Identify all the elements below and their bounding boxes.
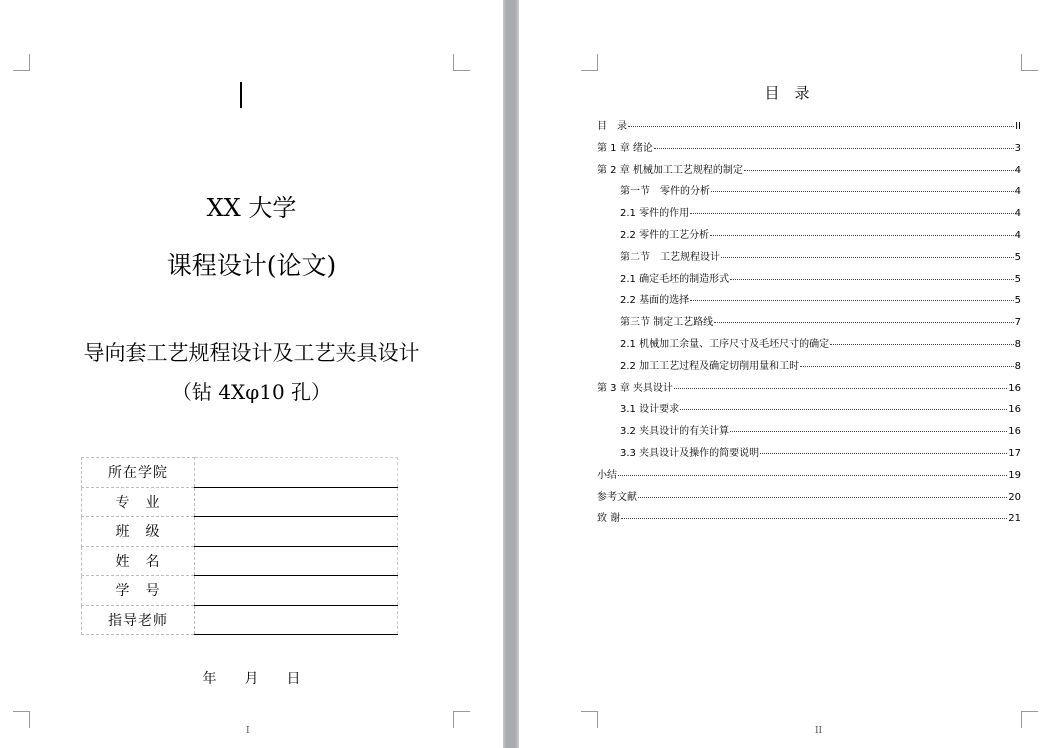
toc-page <box>519 0 1055 748</box>
thesis-title: 导向套工艺规程设计及工艺夹具设计 <box>83 341 420 365</box>
toc-entry[interactable] <box>597 313 1021 335</box>
toc-entry[interactable] <box>597 204 1021 226</box>
university-name: XX 大学 <box>206 194 297 222</box>
toc-entry-text: 第一节 零件的分析 <box>620 186 710 198</box>
toc-page-number: 21 <box>1008 513 1021 525</box>
toc-entry-text: 小结 <box>597 469 617 481</box>
toc-page-number: 17 <box>1008 447 1021 459</box>
info-label: 姓 名 <box>82 546 195 576</box>
student-info-table <box>81 457 398 635</box>
toc-dot-leader <box>654 148 1014 149</box>
toc-entry[interactable] <box>597 400 1021 422</box>
date-year: 年 <box>202 671 217 687</box>
crop-mark-bottom-right <box>1021 711 1038 728</box>
toc-dot-leader <box>760 453 1007 454</box>
toc-entry[interactable] <box>597 270 1021 292</box>
toc-dot-leader <box>714 322 1013 323</box>
crop-mark-bottom-right <box>453 711 470 728</box>
toc-page-number: 16 <box>1008 382 1021 394</box>
toc-page-number: 16 <box>1008 426 1021 438</box>
crop-mark-top-left <box>581 54 598 71</box>
toc-entry[interactable] <box>597 422 1021 444</box>
toc-page-number: 8 <box>1014 360 1021 372</box>
info-row-college <box>82 458 398 488</box>
toc-entry[interactable] <box>597 488 1021 510</box>
toc-entry-text: 3.2 夹具设计的有关计算 <box>620 426 730 438</box>
toc-page-number: 3 <box>1014 142 1021 154</box>
toc-dot-leader <box>830 344 1014 345</box>
crop-mark-top-right <box>1021 54 1038 71</box>
info-label: 班 级 <box>82 517 195 547</box>
toc-entry[interactable] <box>597 139 1021 161</box>
toc-dot-leader <box>674 388 1007 389</box>
toc-entry-text: 2.2 基面的选择 <box>620 295 690 307</box>
toc-dot-leader <box>618 475 1007 476</box>
toc-entry-text: 第 2 章 机械加工工艺规程的制定 <box>597 164 743 176</box>
toc-entry[interactable] <box>597 444 1021 466</box>
crop-mark-bottom-left <box>13 711 30 728</box>
toc-entry-text: 2.1 确定毛坯的制造形式 <box>620 273 730 285</box>
toc-page-number: 19 <box>1008 469 1021 481</box>
info-row-class <box>82 517 398 547</box>
toc-entry-text: 第二节 工艺规程设计 <box>620 251 720 263</box>
toc-dot-leader <box>721 257 1014 258</box>
toc-entry[interactable] <box>597 379 1021 401</box>
toc-entry[interactable] <box>597 248 1021 270</box>
toc-entry-text: 2.1 机械加工余量、工序尺寸及毛坯尺寸的确定 <box>620 338 830 350</box>
info-row-student-id <box>82 576 398 606</box>
toc-dot-leader <box>680 409 1007 410</box>
toc-page-number: 5 <box>1014 251 1021 263</box>
toc-entry-text: 2.1 零件的作用 <box>620 208 690 220</box>
toc-entry[interactable] <box>597 182 1021 204</box>
page-number: II <box>815 726 823 736</box>
date-month: 月 <box>244 671 259 687</box>
toc-dot-leader <box>690 213 1014 214</box>
page-number: I <box>246 726 250 736</box>
toc-dot-leader <box>800 366 1014 367</box>
info-label: 学 号 <box>82 576 195 606</box>
info-label: 指导老师 <box>82 605 195 635</box>
toc-page-number: 4 <box>1014 208 1021 220</box>
toc-entry[interactable] <box>597 161 1021 183</box>
crop-mark-top-left <box>13 54 30 71</box>
toc-entry[interactable] <box>597 335 1021 357</box>
toc-dot-leader <box>710 235 1014 236</box>
info-value-field[interactable] <box>195 546 398 576</box>
info-label: 所在学院 <box>82 458 195 488</box>
info-value-field[interactable] <box>195 576 398 606</box>
toc-page-number: 16 <box>1008 404 1021 416</box>
crop-mark-top-right <box>453 54 470 71</box>
toc-dot-leader <box>638 497 1007 498</box>
cover-page <box>0 0 503 748</box>
date-day: 日 <box>286 671 301 687</box>
toc-page-number: 4 <box>1014 186 1021 198</box>
toc-dot-leader <box>711 191 1014 192</box>
toc-page-number: 4 <box>1014 229 1021 241</box>
toc-entry-text: 3.3 夹具设计及操作的简要说明 <box>620 447 760 459</box>
toc-entry-text: 2.2 加工工艺过程及确定切削用量和工时 <box>620 360 800 372</box>
toc-entry[interactable] <box>597 509 1021 531</box>
toc-entry-text: 参考文献 <box>597 491 637 503</box>
info-value-field[interactable] <box>195 458 398 488</box>
info-row-advisor <box>82 605 398 635</box>
toc-page-number: 4 <box>1014 164 1021 176</box>
text-cursor <box>240 82 242 108</box>
info-value-field[interactable] <box>195 517 398 547</box>
course-design-heading: 课程设计(论文) <box>166 251 337 280</box>
toc-page-number: 5 <box>1014 295 1021 307</box>
toc-page-number: 20 <box>1008 491 1021 503</box>
toc-entry[interactable] <box>597 291 1021 313</box>
toc-entry-text: 2.2 零件的工艺分析 <box>620 229 710 241</box>
toc-entry-text: 3.1 设计要求 <box>620 404 680 416</box>
info-row-name <box>82 546 398 576</box>
toc-dot-leader <box>621 518 1007 519</box>
toc-entry-text: 第 1 章 绪论 <box>597 142 653 154</box>
info-label: 专 业 <box>82 487 195 517</box>
toc-page-number: 7 <box>1014 317 1021 329</box>
thesis-subtitle: （钻 4Xφ10 孔） <box>171 380 332 404</box>
toc-entry[interactable] <box>597 117 1021 139</box>
toc-list <box>597 117 1021 531</box>
toc-page-number: 8 <box>1014 338 1021 350</box>
toc-page-number: II <box>1015 121 1021 132</box>
toc-dot-leader <box>628 126 1014 127</box>
page-gutter <box>503 0 519 748</box>
toc-dot-leader <box>690 300 1014 301</box>
info-value-field[interactable] <box>195 605 398 635</box>
toc-entry[interactable] <box>597 226 1021 248</box>
toc-dot-leader <box>730 279 1014 280</box>
date-line <box>0 668 503 688</box>
toc-entry-text: 第三节 制定工艺路线 <box>620 317 714 329</box>
toc-entry-text: 致 谢 <box>597 513 621 525</box>
toc-entry[interactable] <box>597 466 1021 488</box>
toc-page-number: 5 <box>1014 273 1021 285</box>
info-row-major <box>82 487 398 517</box>
toc-heading: 目 录 <box>764 84 810 102</box>
toc-entry[interactable] <box>597 357 1021 379</box>
crop-mark-bottom-left <box>581 711 598 728</box>
toc-entry-text: 第 3 章 夹具设计 <box>597 382 673 394</box>
toc-dot-leader <box>730 431 1007 432</box>
toc-entry-text: 目 录 <box>597 121 627 132</box>
toc-dot-leader <box>744 170 1014 171</box>
info-value-field[interactable] <box>195 487 398 517</box>
